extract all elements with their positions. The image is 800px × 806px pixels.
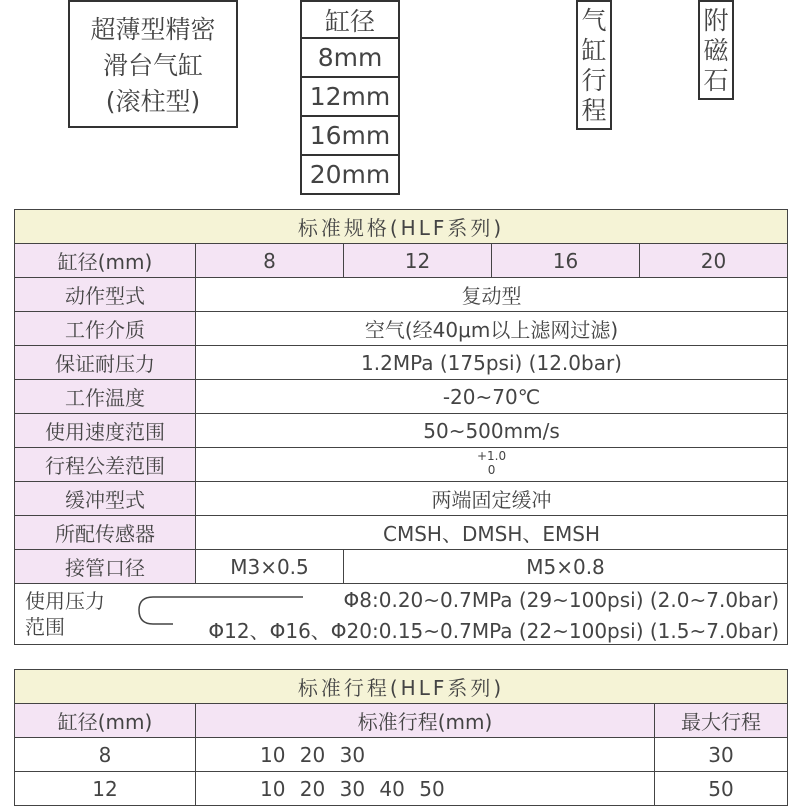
port-label: 接管口径: [15, 550, 196, 584]
stroke-label-box: [576, 0, 612, 130]
bore-value: 12: [344, 244, 492, 278]
bore-value: 16: [492, 244, 640, 278]
bore-value: 20: [640, 244, 788, 278]
row-label: 动作型式: [15, 278, 196, 312]
tolerance-upper: +1.0: [476, 449, 507, 463]
tolerance-label: 行程公差范围: [15, 448, 196, 482]
row-label: 所配传感器: [15, 516, 196, 550]
table-row: [15, 738, 788, 772]
tolerance-lower: 0: [487, 463, 496, 477]
stroke-values: 10 20 30: [196, 738, 655, 772]
stroke-label-char: 行: [581, 66, 607, 95]
model-line: 超薄型精密: [90, 15, 216, 44]
port-value-large: M5×0.8: [344, 550, 788, 584]
magnet-label-char: 磁: [703, 36, 729, 65]
row-label: 工作温度: [15, 380, 196, 414]
bore-option: 12mm: [300, 78, 400, 117]
row-value: 复动型: [196, 278, 788, 312]
magnet-label-box: [698, 0, 734, 100]
bore-value: 8: [196, 244, 344, 278]
stroke-table-title: 标准行程(HLF系列): [15, 670, 788, 704]
stroke-table: [14, 669, 788, 806]
bore-option-header: 缸径: [300, 0, 400, 39]
stroke-bore: 8: [15, 738, 196, 772]
stroke-max: 30: [655, 738, 788, 772]
tolerance-value: [196, 448, 788, 482]
row-label: 使用速度范围: [15, 414, 196, 448]
table-row: [15, 772, 788, 806]
magnet-label-char: 石: [703, 66, 729, 95]
row-value: 50~500mm/s: [196, 414, 788, 448]
stroke-label-char: 气: [581, 6, 607, 35]
stroke-col-header: 缸径(mm): [15, 704, 196, 738]
bore-option: 20mm: [300, 156, 400, 195]
model-line: (滚柱型): [105, 87, 201, 116]
stroke-max: 50: [655, 772, 788, 806]
row-value: CMSH、DMSH、EMSH: [196, 516, 788, 550]
port-value-small: M3×0.5: [196, 550, 344, 584]
row-label: 保证耐压力: [15, 346, 196, 380]
model-line: 滑台气缸: [102, 51, 203, 80]
stroke-values: 10 20 30 40 50: [196, 772, 655, 806]
bore-option: 16mm: [300, 117, 400, 156]
stroke-col-header: 标准行程(mm): [196, 704, 655, 738]
stroke-label-char: 缸: [581, 36, 607, 65]
stroke-bore: 12: [15, 772, 196, 806]
pressure-range-cell: [15, 584, 788, 645]
model-name-box: [68, 0, 238, 128]
pressure-label-line: 范围: [25, 615, 65, 639]
spec-table: [14, 209, 788, 645]
row-value: -20~70℃: [196, 380, 788, 414]
pressure-range-label: [25, 588, 105, 640]
row-label: 工作介质: [15, 312, 196, 346]
row-value: 1.2MPa (175psi) (12.0bar): [196, 346, 788, 380]
row-value: 两端固定缓冲: [196, 482, 788, 516]
row-label: 缓冲型式: [15, 482, 196, 516]
pressure-range-line: Φ12、Φ16、Φ20:0.15~0.7MPa (22~100psi) (1.5~7.0bar): [208, 619, 780, 643]
spec-table-title: 标准规格(HLF系列): [15, 210, 788, 244]
pressure-label-line: 使用压力: [25, 589, 105, 613]
magnet-label-char: 附: [703, 6, 729, 35]
bore-option: 8mm: [300, 39, 400, 78]
bore-option-stack: [300, 0, 400, 195]
stroke-col-header: 最大行程: [655, 704, 788, 738]
pressure-range-line: Φ8:0.20~0.7MPa (29~100psi) (2.0~7.0bar): [343, 588, 780, 612]
stroke-label-char: 程: [581, 96, 607, 125]
row-value: 空气(经40μm以上滤网过滤): [196, 312, 788, 346]
bore-header: 缸径(mm): [15, 244, 196, 278]
